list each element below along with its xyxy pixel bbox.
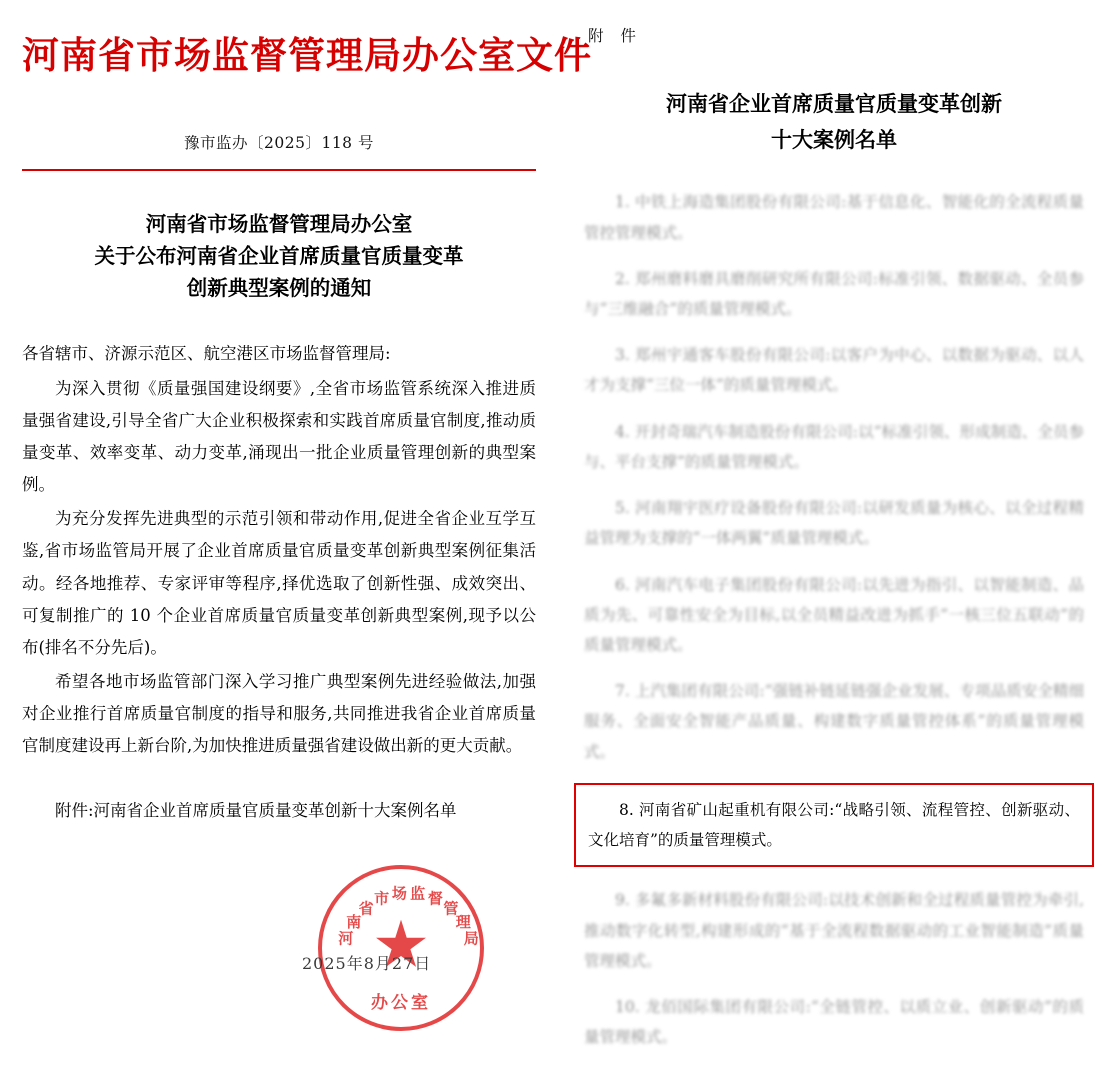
case-list bbox=[584, 187, 1084, 1052]
list-item: 10. 龙佰国际集团有限公司:“全链管控、以质立业、创新驱动”的质量管理模式。 bbox=[584, 997, 1084, 1047]
list-item: 5. 河南翔宇医疗设备股份有限公司:以研发质量为核心、以全过程精益管理为支撑的“一体两翼”质量管理模式。 bbox=[584, 499, 1084, 548]
title-line-1: 河南省市场监督管理局办公室 bbox=[145, 212, 413, 237]
title-line-3: 创新典型案例的通知 bbox=[186, 275, 372, 300]
list-item: 7. 上汽集团有限公司:“强链补链延链强企业发展、专项品质安全精细服务、全面安全智能产品质量、构建数字质量管控体系”的质量管理模式。 bbox=[584, 682, 1084, 761]
red-divider-rule bbox=[22, 169, 536, 172]
list-item: 6. 河南汽车电子集团股份有限公司:以先进为指引、以智能制造、品质为先、可靠性安全为目标,以全员精益改进为抓手“一核三位五联动”的质量管理模式。 bbox=[584, 575, 1084, 654]
salutation: 各省辖市、济源示范区、航空港区市场监督管理局: bbox=[22, 344, 391, 364]
list-item: 2. 郑州磨料磨具磨削研究所有限公司:标准引领、数据驱动、全员参与“三维融合”的质量管理模式。 bbox=[584, 269, 1084, 319]
body-paragraph-2: 为充分发挥先进典型的示范引领和带动作用,促进全省企业互学互鉴,省市场监管局开展了企业首席质量官质量变革创新典型案例征集活动。经各地推荐、专家评审等程序,择优选取了创新性强、成效突出、可复制推广的 10 个企业首席质量官质量变革创新典型案例,现予以公布(排名不分先后)。 bbox=[22, 509, 536, 657]
document-body bbox=[22, 338, 536, 762]
official-seal-icon bbox=[318, 865, 484, 1031]
page-title bbox=[22, 209, 536, 304]
highlighted-case-box bbox=[574, 783, 1094, 867]
seal-top-text: 河 南 省 市 场 监 督 管 理 局 bbox=[338, 884, 479, 948]
list-item: 4. 开封奇瑞汽车制造股份有限公司:以“标准引领、形成制造、全员参与、平台支撑”的质量管理模式。 bbox=[584, 422, 1084, 471]
body-paragraph-1: 为深入贯彻《质量强国建设纲要》,全省市场监管系统深入推进质量强省建设,引导全省广大企业积极探索和实践首席质量官制度,推动质量变革、效率变革、动力变革,涌现出一批企业质量管理创新的典型案例。 bbox=[22, 378, 536, 495]
document-number: 豫市监办〔2025〕118 号 bbox=[184, 133, 374, 152]
seal-bottom-text: 办公室 bbox=[371, 992, 431, 1013]
list-item: 1. 中铁上海造集团股份有限公司:基于信息化、智能化的全流程质量管控管理模式。 bbox=[584, 193, 1084, 242]
list-item: 3. 郑州宇通客车股份有限公司:以客户为中心、以数据为驱动、以人才为支撑“三位一体”的质量管理模式。 bbox=[584, 346, 1084, 395]
body-paragraph-3: 希望各地市场监管部门深入学习推广典型案例先进经验做法,加强对企业推行首席质量官制度的指导和服务,共同推进我省企业首席质量官制度建设再上新台阶,为加快推进质量强省建设做出新的更大贡献。 bbox=[22, 672, 536, 756]
issuing-authority-header: 河南省市场监督管理局办公室文件 bbox=[22, 33, 592, 77]
attachment-label: 附 件 bbox=[588, 27, 642, 45]
attachment-title-line-1: 河南省企业首席质量官质量变革创新 bbox=[666, 91, 1002, 116]
attachment-reference: 附件:河南省企业首席质量官质量变革创新十大案例名单 bbox=[55, 800, 457, 820]
attachment-title-line-2: 十大案例名单 bbox=[771, 126, 897, 152]
right-attachment-panel bbox=[558, 0, 1118, 1080]
title-line-2: 关于公布河南省企业首席质量官质量变革 bbox=[94, 243, 464, 268]
issue-date: 2025年8月27日 bbox=[302, 953, 432, 973]
attachment-title bbox=[584, 86, 1084, 157]
list-item-highlighted: 8. 河南省矿山起重机有限公司:“战略引领、流程管控、创新驱动、文化培育”的质量管理模式。 bbox=[588, 800, 1080, 850]
seal-and-date-area bbox=[22, 855, 536, 1025]
list-item: 9. 多氟多新材料股份有限公司:以技术创新和全过程质量管控为牵引,推动数字化转型,构建形成的“基于全流程数据驱动的工业智能制造”质量管理模式。 bbox=[584, 891, 1084, 970]
